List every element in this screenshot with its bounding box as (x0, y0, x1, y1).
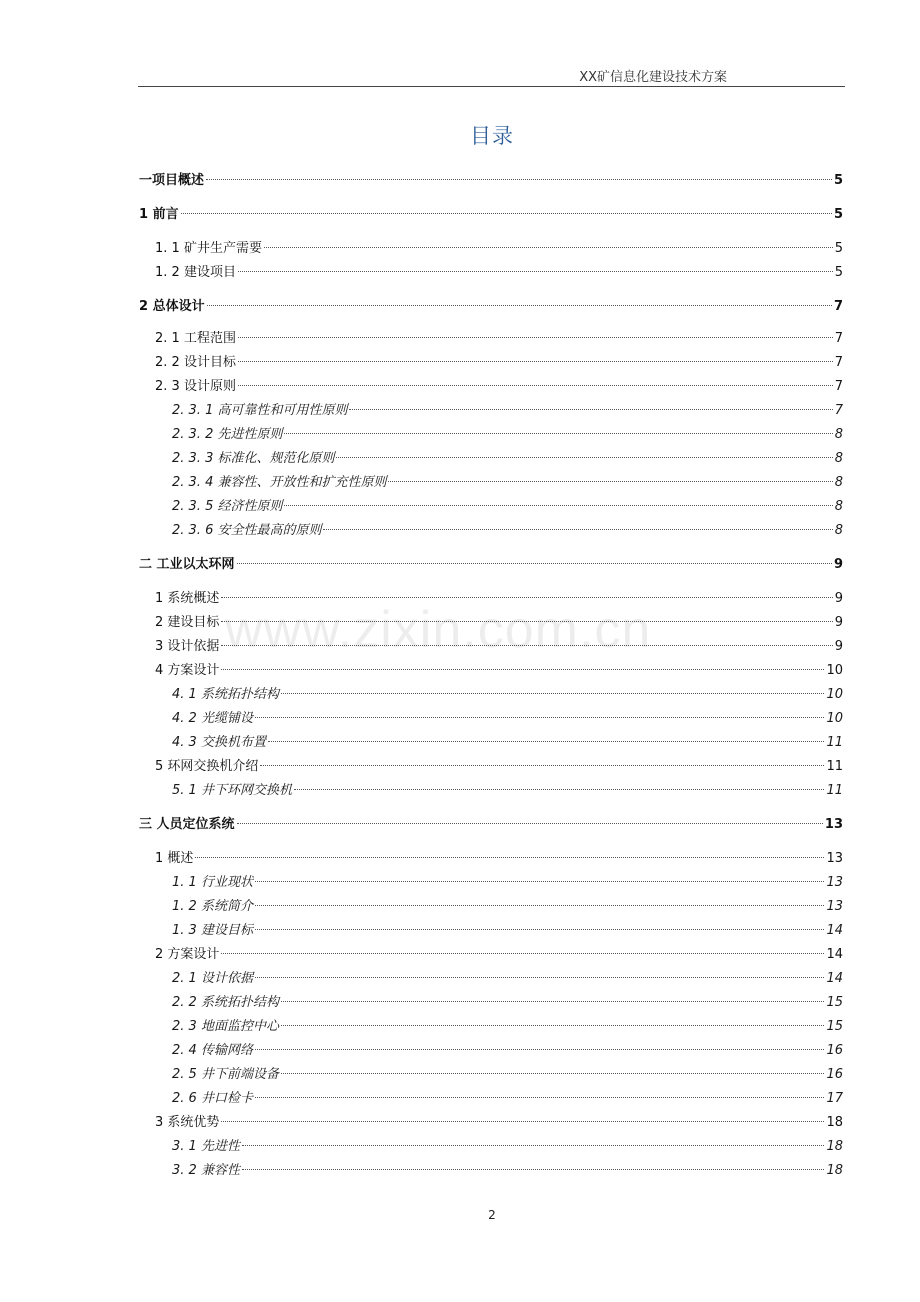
toc-entry-page: 14 (826, 923, 843, 938)
toc-dot-leader (206, 179, 832, 180)
toc-entry-label: 2. 3 地面监控中心 (172, 1019, 279, 1034)
toc-dot-leader (255, 881, 825, 882)
toc-entry-label: 2. 2 系统拓扑结构 (172, 995, 279, 1010)
toc-entry-page: 7 (834, 331, 843, 346)
toc-dot-leader (238, 361, 833, 362)
toc-entry-label: 4. 1 系统拓扑结构 (172, 687, 279, 702)
toc-entry-label: 5 环网交换机介绍 (155, 759, 259, 774)
toc-dot-leader (221, 669, 824, 670)
toc-entry[interactable] (155, 945, 843, 965)
toc-dot-leader (284, 433, 832, 434)
watermark: www.zixin.com.cn (225, 601, 652, 659)
toc-entry-page: 16 (826, 1067, 843, 1082)
toc-entry-page: 5 (834, 265, 843, 280)
toc-entry[interactable] (155, 329, 843, 349)
toc-entry-page: 17 (826, 1091, 843, 1106)
toc-entry-label: 2 建设目标 (155, 615, 220, 630)
toc-entry-label: 1. 1 矿井生产需要 (155, 241, 262, 256)
toc-dot-leader (323, 529, 832, 530)
toc-entry-label: 3. 1 先进性 (172, 1139, 240, 1154)
toc-entry-label: 一项目概述 (139, 173, 205, 188)
toc-entry-page: 5 (834, 241, 843, 256)
toc-entry-label: 2. 3. 3 标准化、规范化原则 (172, 451, 335, 466)
toc-entry-page: 10 (826, 711, 843, 726)
toc-entry-page: 8 (834, 451, 843, 466)
toc-entry-page: 13 (826, 875, 843, 890)
toc-entry-label: 2. 3. 1 高可靠性和可用性原则 (172, 403, 348, 418)
toc-entry[interactable] (155, 849, 843, 869)
toc-entry[interactable] (172, 473, 843, 493)
toc-entry-label: 2 总体设计 (139, 299, 205, 314)
toc-entry-label: 二 工业以太环网 (139, 557, 235, 572)
toc-entry-page: 10 (826, 663, 843, 678)
toc-entry-label: 2. 1 设计依据 (172, 971, 253, 986)
toc-entry-page: 15 (826, 1019, 843, 1034)
toc-entry[interactable] (155, 353, 843, 373)
toc-dot-leader (207, 305, 832, 306)
toc-entry-label: 1. 2 系统简介 (172, 899, 253, 914)
toc-dot-leader (260, 765, 824, 766)
toc-dot-leader (281, 1073, 825, 1074)
toc-entry-page: 14 (826, 947, 843, 962)
toc-entry[interactable] (155, 757, 843, 777)
toc-entry-page: 10 (826, 687, 843, 702)
toc-entry-page: 9 (833, 557, 843, 572)
toc-dot-leader (388, 481, 832, 482)
toc-entry-label: 2. 1 工程范围 (155, 331, 236, 346)
toc-entry-page: 5 (833, 173, 843, 188)
toc-dot-leader (349, 409, 832, 410)
toc-entry-label: 4. 3 交换机布置 (172, 735, 266, 750)
toc-dot-leader (264, 247, 833, 248)
toc-dot-leader (268, 741, 825, 742)
toc-entry-page: 8 (834, 523, 843, 538)
toc-entry-page: 9 (834, 591, 843, 606)
toc-entry-page: 18 (826, 1139, 843, 1154)
toc-entry-label: 2. 3 设计原则 (155, 379, 236, 394)
toc-entry-label: 2. 3. 5 经济性原则 (172, 499, 283, 514)
toc-entry-label: 1. 1 行业现状 (172, 875, 253, 890)
toc-entry[interactable] (155, 263, 843, 283)
toc-entry-page: 8 (834, 499, 843, 514)
toc-entry[interactable] (172, 969, 843, 989)
toc-entry[interactable] (172, 921, 843, 941)
toc-entry[interactable] (139, 555, 843, 575)
toc-entry-label: 4 方案设计 (155, 663, 220, 678)
toc-entry[interactable] (155, 589, 843, 609)
toc-dot-leader (255, 977, 825, 978)
toc-dot-leader (195, 857, 824, 858)
toc-entry[interactable] (172, 1137, 843, 1157)
toc-entry-page: 14 (826, 971, 843, 986)
toc-entry[interactable] (139, 297, 843, 317)
toc-entry-page: 8 (834, 475, 843, 490)
toc-dot-leader (242, 1145, 825, 1146)
toc-entry[interactable] (155, 377, 843, 397)
toc-dot-leader (221, 621, 832, 622)
toc-entry[interactable] (172, 1041, 843, 1061)
toc-entry-label: 2. 2 设计目标 (155, 355, 236, 370)
toc-entry[interactable] (139, 205, 843, 225)
toc-entry-page: 9 (834, 615, 843, 630)
toc-entry-label: 2. 4 传输网络 (172, 1043, 253, 1058)
toc-entry[interactable] (172, 709, 843, 729)
toc-entry[interactable] (172, 401, 843, 421)
toc-entry-page: 13 (826, 899, 843, 914)
toc-dot-leader (284, 505, 832, 506)
toc-entry[interactable] (155, 613, 843, 633)
toc-entry-page: 7 (834, 379, 843, 394)
toc-entry-label: 2 方案设计 (155, 947, 220, 962)
toc-entry-label: 三 人员定位系统 (139, 817, 235, 832)
toc-dot-leader (221, 1121, 824, 1122)
toc-dot-leader (336, 457, 832, 458)
toc-entry[interactable] (172, 1065, 843, 1085)
toc-dot-leader (237, 823, 823, 824)
toc-entry-label: 1. 2 建设项目 (155, 265, 236, 280)
toc-dot-leader (255, 905, 825, 906)
toc-entry[interactable] (172, 449, 843, 469)
toc-entry-page: 7 (834, 403, 843, 418)
toc-entry-page: 11 (826, 759, 843, 774)
toc-entry[interactable] (172, 497, 843, 517)
toc-entry[interactable] (172, 897, 843, 917)
toc-dot-leader (238, 271, 833, 272)
toc-entry[interactable] (172, 521, 843, 541)
toc-dot-leader (281, 693, 825, 694)
toc-entry[interactable] (172, 873, 843, 893)
toc-entry-page: 11 (826, 735, 843, 750)
toc-dot-leader (181, 213, 832, 214)
toc-entry[interactable] (139, 171, 843, 191)
toc-entry[interactable] (155, 239, 843, 259)
toc-entry[interactable] (155, 1113, 843, 1133)
toc-entry-page: 18 (826, 1115, 843, 1130)
toc-entry-label: 2. 6 井口检卡 (172, 1091, 253, 1106)
toc-dot-leader (281, 1025, 825, 1026)
toc-entry-label: 5. 1 井下环网交换机 (172, 783, 292, 798)
toc-entry[interactable] (139, 815, 843, 835)
toc-entry[interactable] (172, 781, 843, 801)
toc-entry-page: 7 (834, 355, 843, 370)
toc-entry-page: 9 (834, 639, 843, 654)
toc-entry[interactable] (172, 993, 843, 1013)
toc-dot-leader (221, 645, 832, 646)
toc-entry-label: 4. 2 光缆铺设 (172, 711, 253, 726)
toc-dot-leader (238, 337, 833, 338)
toc-entry[interactable] (172, 733, 843, 753)
toc-entry[interactable] (172, 1089, 843, 1109)
toc-entry-label: 1 系统概述 (155, 591, 220, 606)
toc-entry-page: 5 (833, 207, 843, 222)
toc-entry-label: 3 设计依据 (155, 639, 220, 654)
toc-dot-leader (221, 597, 832, 598)
toc-entry-label: 2. 3. 6 安全性最高的原则 (172, 523, 322, 538)
toc-entry[interactable] (172, 1161, 843, 1181)
toc-entry-label: 2. 3. 2 先进性原则 (172, 427, 283, 442)
toc-entry[interactable] (155, 661, 843, 681)
toc-dot-leader (255, 929, 825, 930)
toc-entry-page: 8 (834, 427, 843, 442)
document-title-header: XX矿信息化建设技术方案 (579, 70, 727, 85)
toc-entry[interactable] (172, 425, 843, 445)
toc-dot-leader (255, 717, 825, 718)
toc-dot-leader (255, 1049, 825, 1050)
toc-dot-leader (281, 1001, 825, 1002)
toc-entry-label: 1 概述 (155, 851, 194, 866)
toc-entry-label: 3. 2 兼容性 (172, 1163, 240, 1178)
toc-entry-page: 18 (826, 1163, 843, 1178)
toc-title: 目录 (470, 124, 514, 148)
toc-entry-label: 1 前言 (139, 207, 179, 222)
toc-entry-page: 16 (826, 1043, 843, 1058)
toc-entry-label: 2. 5 井下前端设备 (172, 1067, 279, 1082)
toc-dot-leader (294, 789, 825, 790)
toc-entry[interactable] (172, 685, 843, 705)
toc-entry-label: 2. 3. 4 兼容性、开放性和扩充性原则 (172, 475, 387, 490)
toc-entry-page: 13 (824, 817, 843, 832)
toc-dot-leader (255, 1097, 825, 1098)
toc-entry-page: 7 (833, 299, 843, 314)
toc-entry[interactable] (172, 1017, 843, 1037)
toc-dot-leader (238, 385, 833, 386)
toc-dot-leader (237, 563, 832, 564)
toc-entry-label: 3 系统优势 (155, 1115, 220, 1130)
toc-dot-leader (242, 1169, 825, 1170)
toc-entry-label: 1. 3 建设目标 (172, 923, 253, 938)
toc-entry-page: 13 (826, 851, 843, 866)
toc-entry[interactable] (155, 637, 843, 657)
page-number: 2 (488, 1208, 496, 1222)
toc-entry-page: 11 (826, 783, 843, 798)
toc-dot-leader (221, 953, 824, 954)
toc-entry-page: 15 (826, 995, 843, 1010)
